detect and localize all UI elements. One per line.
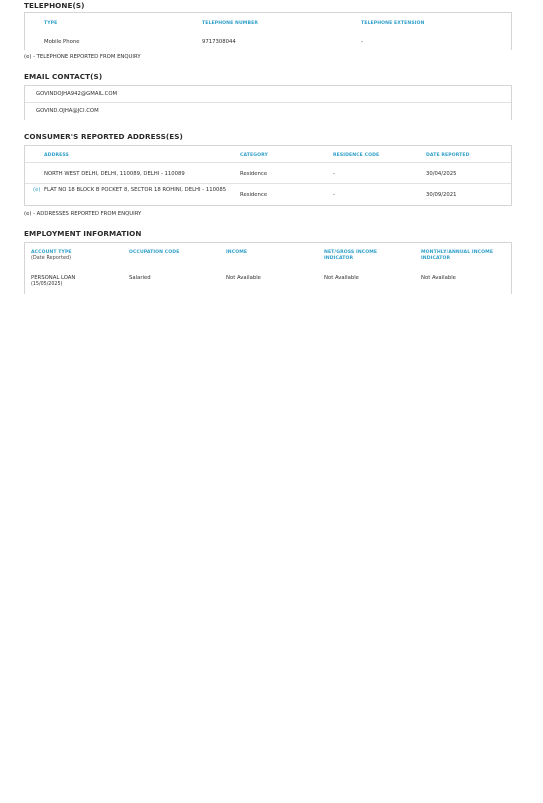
employment-monthly-annual: Not Available	[421, 275, 456, 281]
email-item: GOVINDOJHA942@GMAIL.COM	[36, 91, 118, 97]
header-telephone-extension: TELEPHONE EXTENSION	[361, 21, 425, 26]
header-date-reported-sub: (Date Reported)	[31, 256, 72, 261]
employment-account-type: PERSONAL LOAN (15/05/2025)	[31, 275, 76, 287]
address-residence-code: -	[333, 192, 335, 198]
address-row-divider	[25, 183, 511, 184]
address-text: NORTH WEST DELHI, DELHI, 110089, DELHI - 110089	[44, 171, 185, 177]
telephone-extension: -	[361, 39, 363, 45]
header-account-type: ACCOUNT TYPE (Date Reported)	[31, 250, 72, 261]
telephone-number: 9717308044	[202, 39, 236, 45]
telephone-section-title: TELEPHONE(S)	[24, 1, 85, 10]
address-header-divider	[25, 162, 511, 163]
employment-occupation: Salaried	[129, 275, 151, 281]
header-telephone-number: TELEPHONE NUMBER	[202, 21, 258, 26]
address-section-title: CONSUMER'S REPORTED ADDRESS(ES)	[24, 132, 183, 141]
header-net-gross-indicator: NET/GROSS INCOME INDICATOR	[324, 250, 378, 261]
header-category: CATEGORY	[240, 153, 268, 158]
header-date-reported: DATE REPORTED	[426, 153, 470, 158]
header-occupation-code: OCCUPATION CODE	[129, 250, 180, 255]
address-text: FLAT NO 18 BLOCK B POCKET 8, SECTOR 18 ROHINI, DELHI - 110085	[44, 187, 227, 193]
employment-section-title: EMPLOYMENT INFORMATION	[24, 229, 142, 238]
employment-income: Not Available	[226, 275, 261, 281]
header-type: TYPE	[44, 21, 58, 26]
employment-table	[24, 242, 512, 294]
header-residence-code: RESIDENCE CODE	[333, 153, 380, 158]
address-date-reported: 30/04/2025	[426, 171, 457, 177]
employment-net-gross: Not Available	[324, 275, 359, 281]
email-divider	[25, 102, 511, 103]
email-list	[24, 85, 512, 120]
header-income: INCOME	[226, 250, 248, 255]
telephone-table	[24, 12, 512, 50]
address-category: Residence	[240, 171, 268, 177]
header-monthly-annual-indicator: MONTHLY/ANNUAL INCOME INDICATOR	[421, 250, 494, 261]
address-date-reported: 30/09/2021	[426, 192, 457, 198]
employment-date-reported: (15/05/2025)	[31, 282, 63, 287]
telephone-type: Mobile Phone	[44, 39, 80, 45]
address-category: Residence	[240, 192, 268, 198]
email-item: GOVIND.OJHA@JCI.COM	[36, 108, 99, 114]
telephone-enquiry-note: (e) - TELEPHONE REPORTED FROM ENQUIRY	[24, 54, 141, 60]
enquiry-flag: (e)	[33, 187, 41, 193]
header-address: ADDRESS	[44, 153, 69, 158]
address-table	[24, 145, 512, 206]
email-section-title: EMAIL CONTACT(S)	[24, 72, 103, 81]
address-enquiry-note: (e) - ADDRESSES REPORTED FROM ENQUIRY	[24, 211, 142, 217]
address-residence-code: -	[333, 171, 335, 177]
